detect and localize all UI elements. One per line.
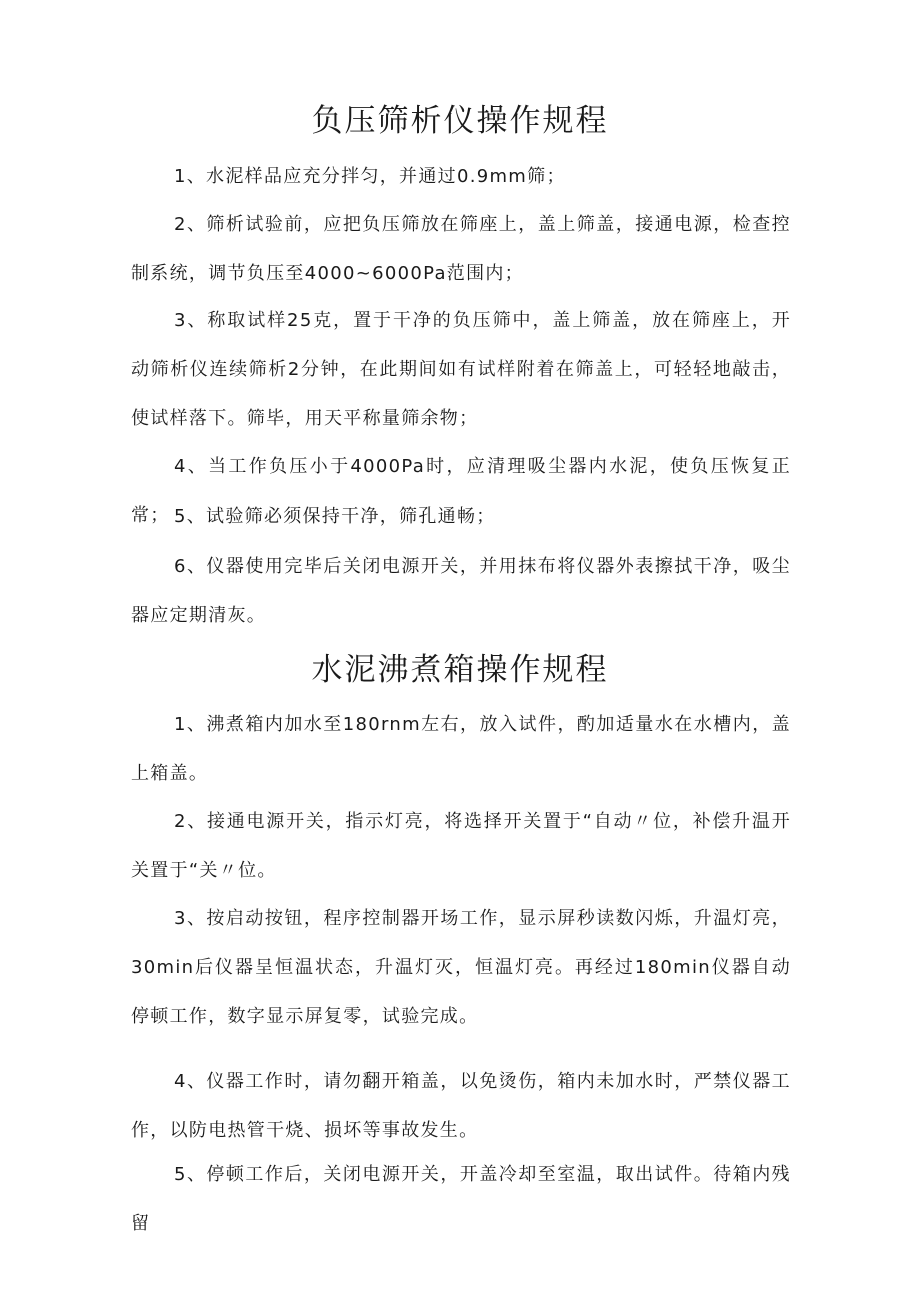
boil-step-4: 4、仪器工作时，请勿翻开箱盖，以免烫伤，箱内未加水时，严禁仪器工作，以防电热管干烧、损坏等事故发生。: [131, 1071, 791, 1141]
sieve-step-1: 1、水泥样品应充分拌匀，并通过0.9mm筛；: [174, 166, 566, 187]
sieve-step-3: 3、称取试样25克，置于干净的负压筛中，盖上筛盖，放在筛座上，开动筛析仪连续筛析2分钟，在此期间如有试样附着在筛盖上，可轻轻地敲击，使试样落下。筛毕，用天平称量筛余物；: [131, 310, 791, 429]
sieve-step-2: 2、筛析试验前，应把负压筛放在筛座上，盖上筛盖，接通电源，检查控制系统，调节负压至4000~6000Pa范围内；: [131, 214, 791, 284]
boil-step-3: 3、按启动按钮，程序控制器开场工作，显示屏秒读数闪烁，升温灯亮，30min后仪器呈恒温状态，升温灯灭，恒温灯亮。再经过180min仪器自动停顿工作，数字显示屏复零，试验完成。: [131, 908, 791, 1027]
boil-step-1: 1、沸煮箱内加水至180rnm左右，放入试件，酌加适量水在水槽内，盖上箱盖。: [131, 714, 791, 784]
sieve-step-4: 4、当工作负压小于4000Pa时，应清理吸尘器内水泥，使负压恢复正常；: [131, 456, 791, 526]
sieve-step-6: 6、仪器使用完毕后关闭电源开关，并用抹布将仪器外表擦拭干净，吸尘器应定期清灰。: [131, 556, 791, 626]
boil-step-5: 5、停顿工作后，关闭电源开关，开盖冷却至室温，取出试件。待箱内残留: [131, 1164, 791, 1234]
section-title-sieve-analyzer: 负压筛析仪操作规程: [311, 103, 609, 139]
sieve-step-5: 5、试验筛必须保持干净，筛孔通畅；: [174, 506, 496, 527]
section-title-boiling-box: 水泥沸煮箱操作规程: [311, 652, 609, 688]
boil-step-2: 2、接通电源开关，指示灯亮，将选择开关置于“自动〃位，补偿升温开关置于“关〃位。: [131, 811, 791, 881]
